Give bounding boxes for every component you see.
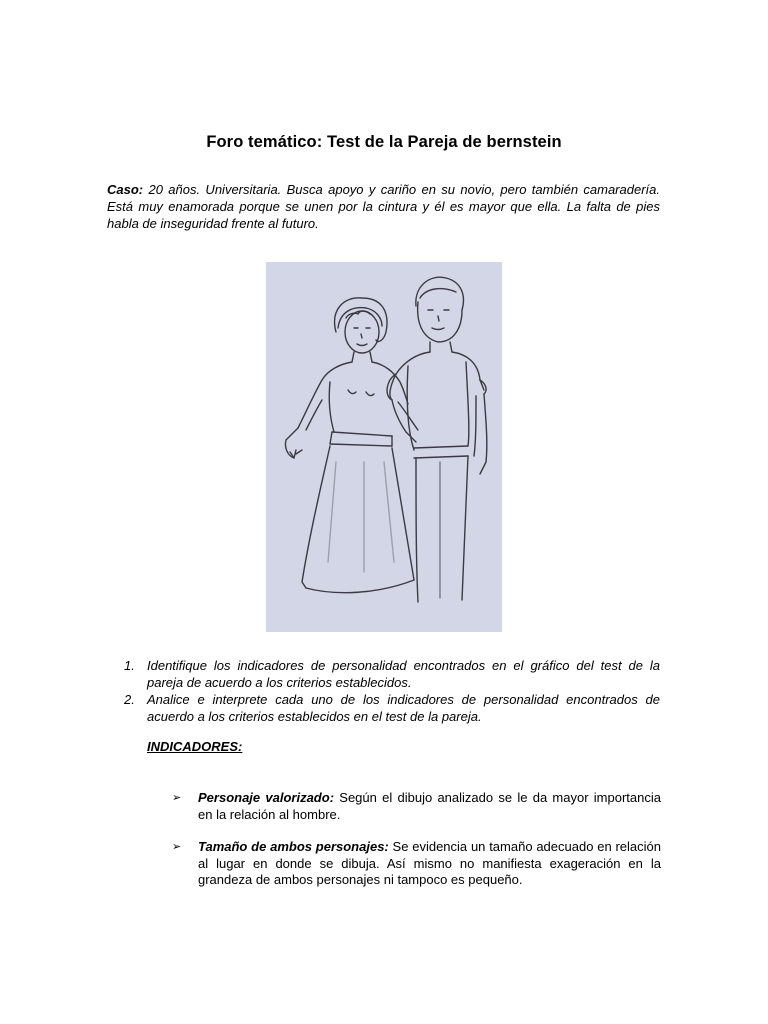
bullet-lead: Tamaño de ambos personajes: xyxy=(198,839,389,854)
arrow-bullet-icon: ➢ xyxy=(172,792,182,804)
indicadores-heading: INDICADORES: xyxy=(147,739,243,754)
question-text: Analice e interprete cada uno de los indicadores de personalidad encontrados de acuerdo a los criterios establecidos en el test de la pareja. xyxy=(147,692,660,724)
page-title: Foro temático: Test de la Pareja de bernstein xyxy=(206,133,562,151)
bullet-item xyxy=(172,839,661,889)
arrow-bullet-icon: ➢ xyxy=(172,841,182,853)
bullet-text: Según el dibujo analizado se le da mayor importancia en la relación al hombre. xyxy=(198,790,661,822)
case-paragraph xyxy=(107,181,660,232)
question-number: 2. xyxy=(124,692,135,707)
couple-drawing xyxy=(266,262,502,632)
bullet-item xyxy=(172,790,661,823)
bullet-text: Se evidencia un tamaño adecuado en relación al lugar en donde se dibuja. Así mismo no manifiesta exageración en la grandeza de ambos personajes ni tampoco es pequeño. xyxy=(198,839,661,887)
couple-sketch-image xyxy=(266,262,502,632)
question-item xyxy=(108,691,660,725)
questions-list xyxy=(108,657,660,725)
bullet-lead: Personaje valorizado: xyxy=(198,790,335,805)
question-number: 1. xyxy=(124,658,135,673)
case-text: 20 años. Universitaria. Busca apoyo y cariño en su novio, pero también camaradería. Está muy enamorada porque se unen por la cintura y él es mayor que ella. La falta de pies habla de inseguridad frente al futuro. xyxy=(107,182,660,231)
case-label: Caso: xyxy=(107,182,144,197)
question-item xyxy=(108,657,660,691)
question-text: Identifique los indicadores de personalidad encontrados en el gráfico del test de la pareja de acuerdo a los criterios establecidos. xyxy=(147,658,660,690)
